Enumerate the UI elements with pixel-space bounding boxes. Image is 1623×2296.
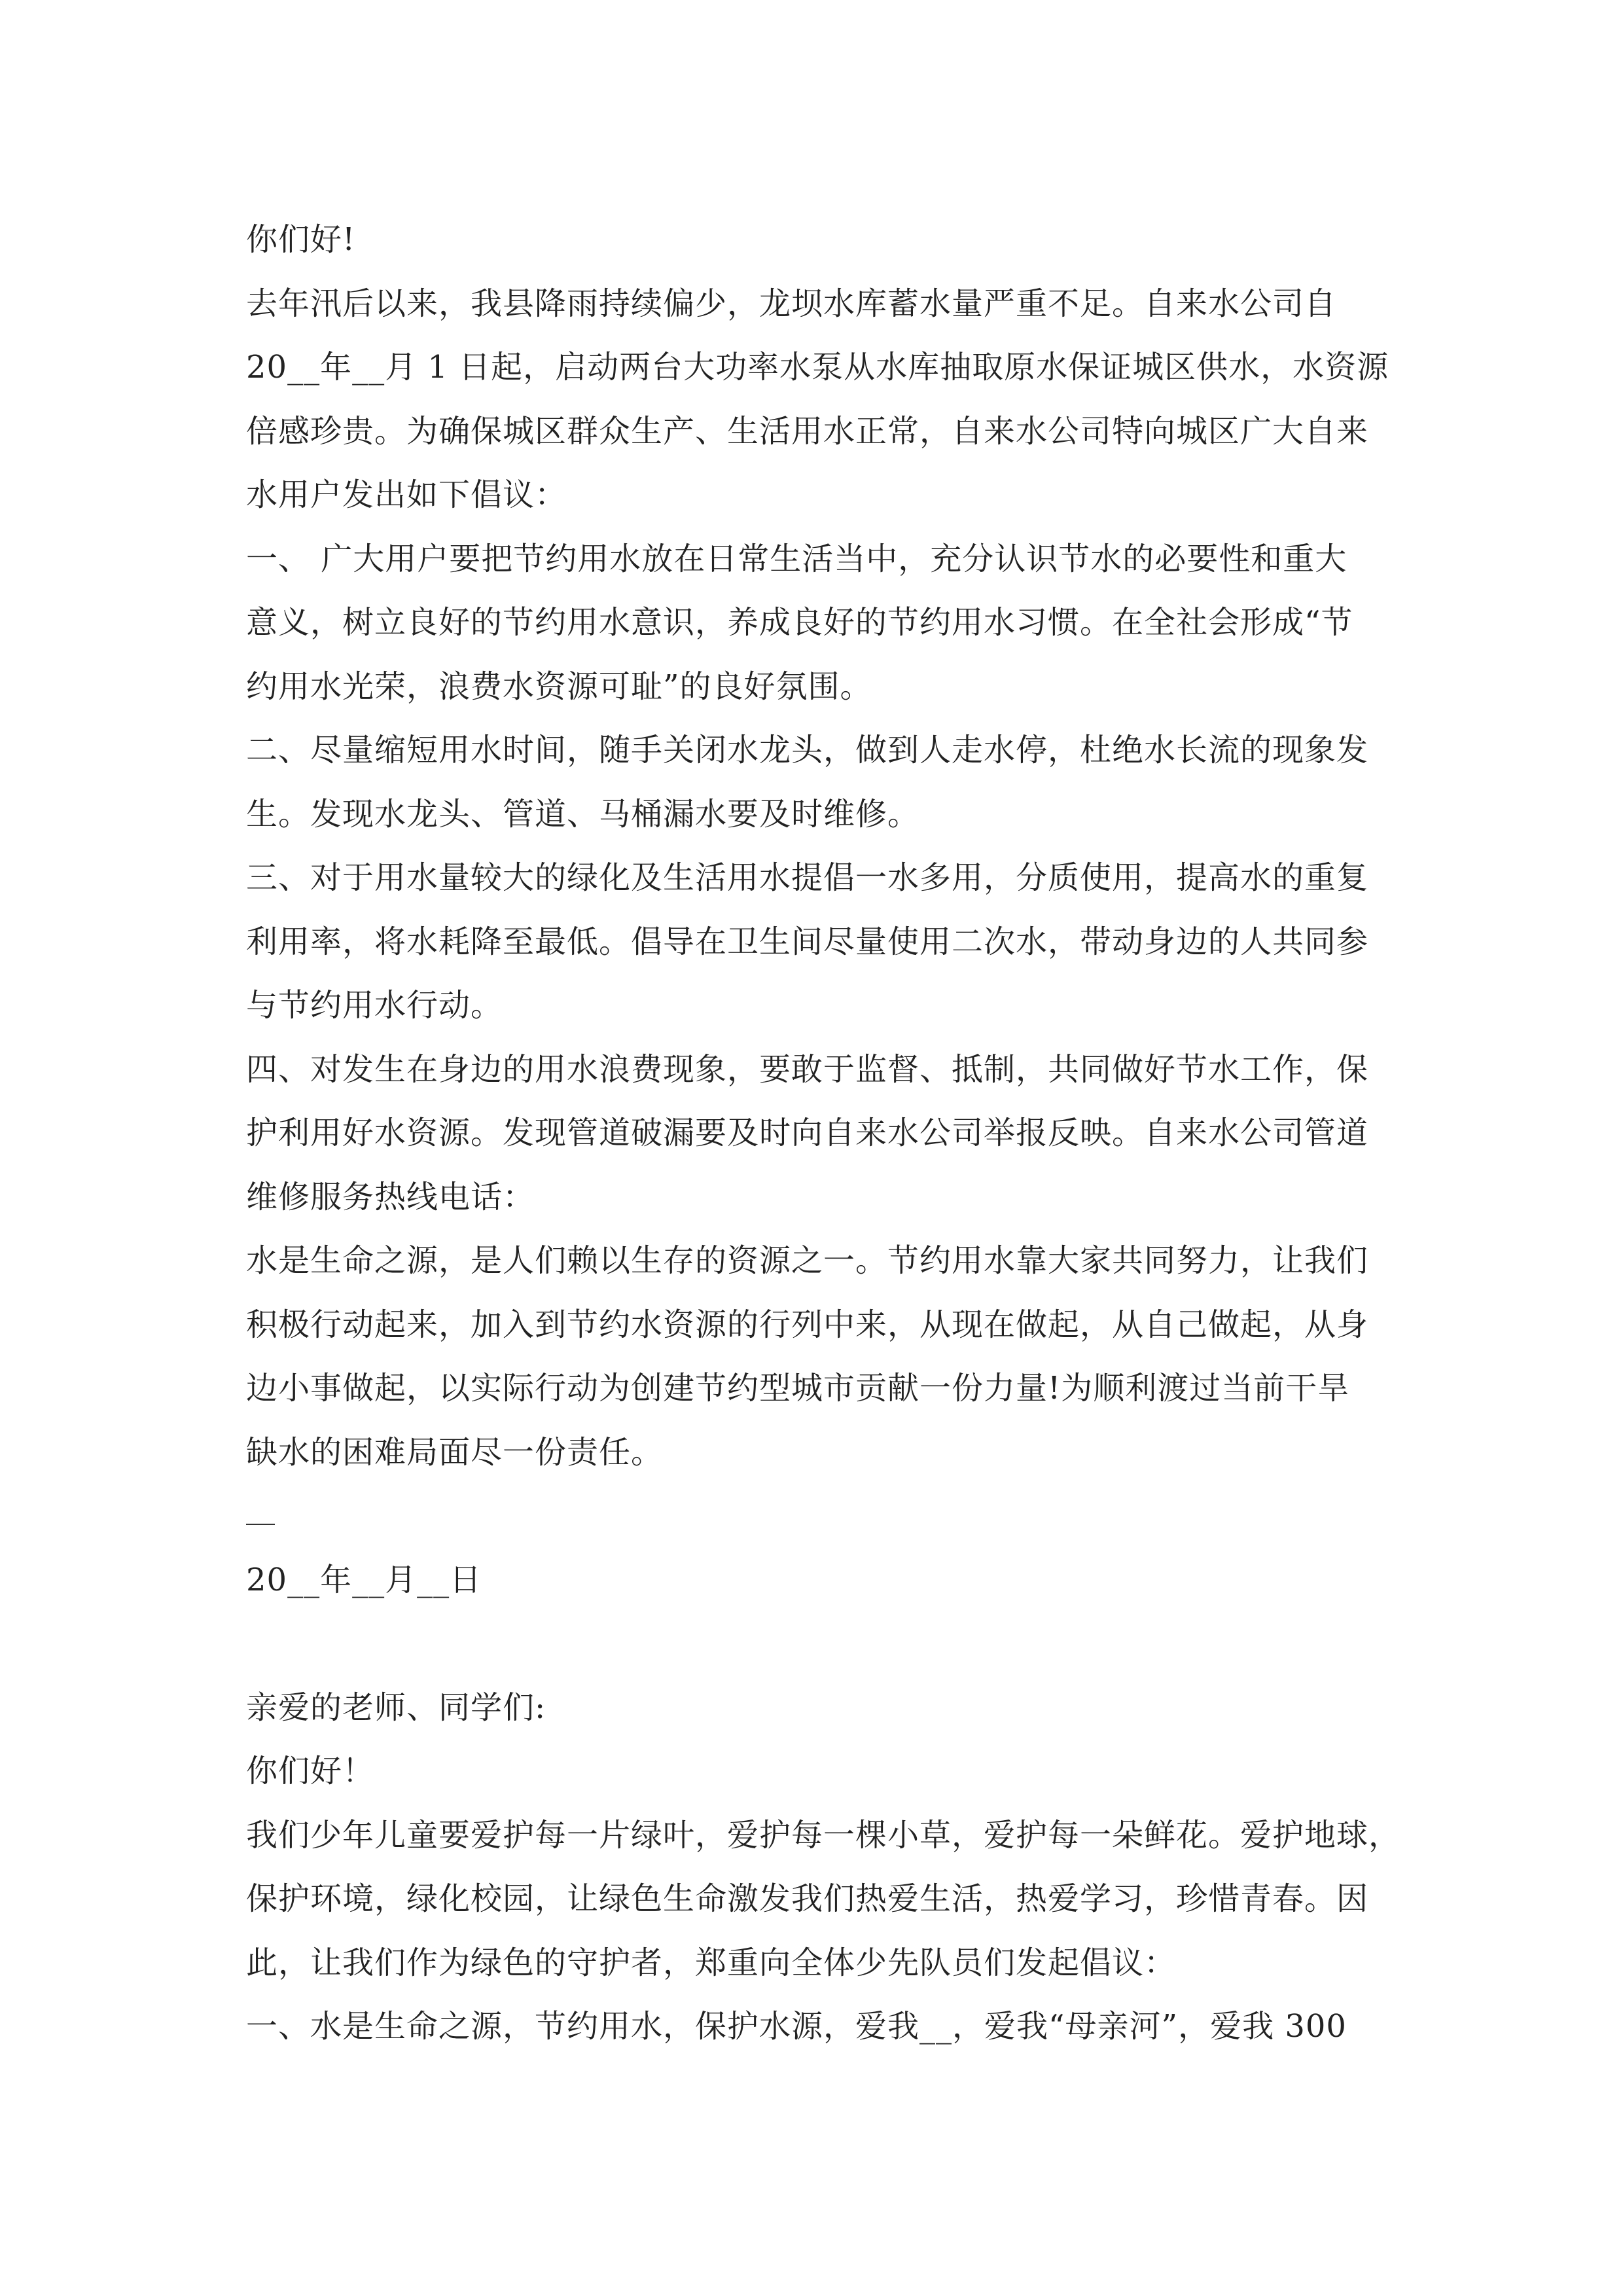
paragraph-line: 一、 广大用户要把节约用水放在日常生活当中，充分认识节水的必要性和重大 xyxy=(246,540,1347,577)
paragraph-line: 二、尽量缩短用水时间，随手关闭水龙头，做到人走水停，杜绝水长流的现象发 xyxy=(246,732,1369,768)
paragraph-line: 利用率，将水耗降至最低。倡导在卫生间尽量使用二次水，带动身边的人共同参 xyxy=(246,923,1369,960)
greeting: 你们好! xyxy=(246,221,356,258)
salutation: 亲爱的老师、同学们: xyxy=(246,1689,546,1726)
paragraph-line: 维修服务热线电话： xyxy=(246,1178,535,1215)
paragraph-line: 与节约用水行动。 xyxy=(246,987,503,1024)
paragraph-line: 边小事做起，以实际行动为创建节约型城市贡献一份力量!为顺利渡过当前干旱 xyxy=(246,1370,1350,1407)
paragraph-line: 约用水光荣，浪费水资源可耻”的良好氛围。 xyxy=(246,668,872,705)
document-text xyxy=(246,208,1401,2059)
paragraph-line: 去年汛后以来，我县降雨持续偏少，龙坝水库蓄水量严重不足。自来水公司自 xyxy=(246,285,1337,322)
paragraph-line: 意义，树立良好的节约用水意识，养成良好的节约用水习惯。在全社会形成“节 xyxy=(246,604,1353,641)
section-spacer xyxy=(246,1612,1391,1676)
paragraph-line: 水是生命之源，是人们赖以生存的资源之一。节约用水靠大家共同努力，让我们 xyxy=(246,1242,1369,1279)
paragraph-line: 四、对发生在身边的用水浪费现象，要敢于监督、抵制，共同做好节水工作，保 xyxy=(246,1050,1369,1088)
paragraph-line: 水用户发出如下倡议： xyxy=(246,476,567,513)
paragraph-line: 我们少年儿童要爱护每一片绿叶，爱护每一棵小草，爱护每一朵鲜花。爱护地球， xyxy=(246,1816,1401,1854)
date-line: 20__年__月__日 xyxy=(246,1561,482,1598)
paragraph-line: 20__年__月 1 日起，启动两台大功率水泵从水库抽取原水保证城区供水，水资源 xyxy=(246,349,1389,386)
paragraph-line: 保护环境，绿化校园，让绿色生命激发我们热爱生活，热爱学习，珍惜青春。因 xyxy=(246,1880,1369,1917)
paragraph-line: 一、水是生命之源，节约用水，保护水源，爱我__，爱我“母亲河”，爱我 300 xyxy=(246,2008,1347,2045)
paragraph-line: 倍感珍贵。为确保城区群众生产、生活用水正常，自来水公司特向城区广大自来 xyxy=(246,412,1369,450)
paragraph-line: 此，让我们作为绿色的守护者，郑重向全体少先队员们发起倡议： xyxy=(246,1944,1177,1981)
greeting: 你们好！ xyxy=(246,1753,375,1789)
paragraph-line: 护利用好水资源。发现管道破漏要及时向自来水公司举报反映。自来水公司管道 xyxy=(246,1115,1369,1151)
paragraph-line: 积极行动起来，加入到节约水资源的行列中来，从现在做起，从自己做起，从身 xyxy=(246,1306,1369,1343)
signature-blank xyxy=(246,1524,275,1525)
paragraph-line: 三、对于用水量较大的绿化及生活用水提倡一水多用，分质使用，提高水的重复 xyxy=(246,859,1369,896)
paragraph-line: 生。发现水龙头、管道、马桶漏水要及时维修。 xyxy=(246,795,920,833)
paragraph-line: 缺水的困难局面尽一份责任。 xyxy=(246,1433,664,1471)
